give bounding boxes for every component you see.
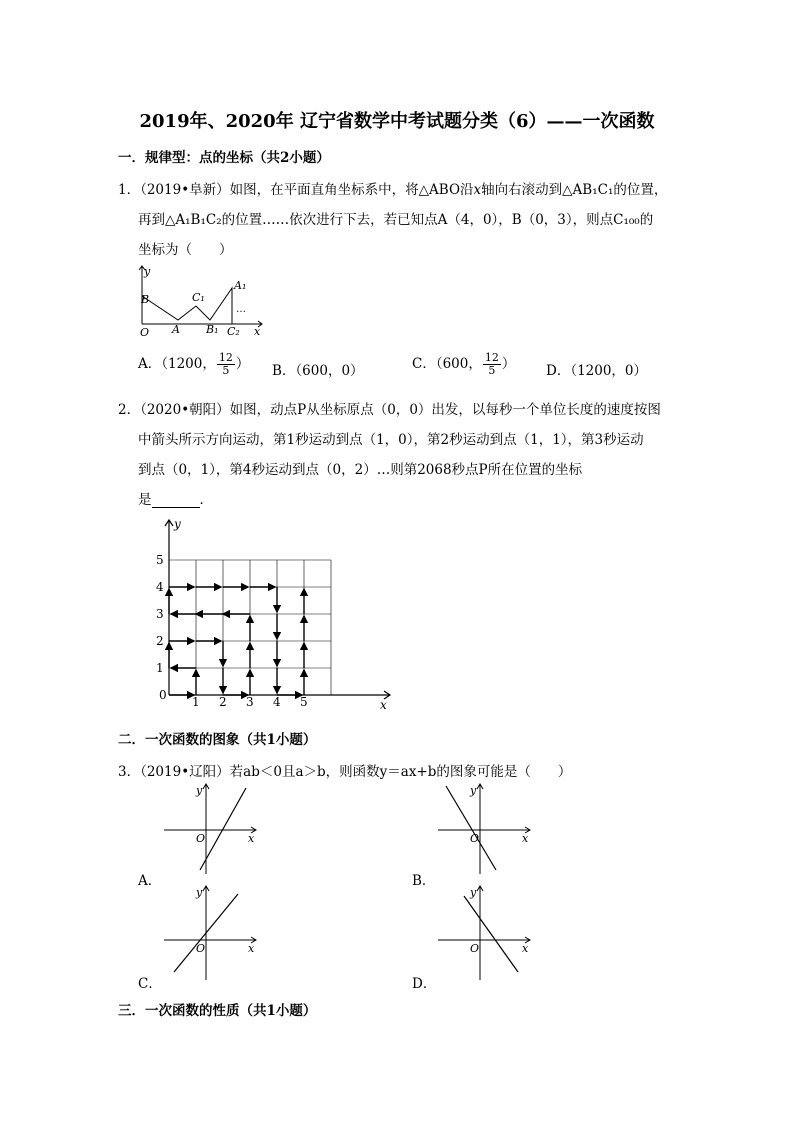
q1-label-A: A — [172, 323, 180, 336]
q3-graph-a — [160, 780, 260, 876]
q1-polyline — [142, 288, 232, 324]
q3-graph-b — [434, 780, 534, 876]
svg-text:y: y — [470, 886, 477, 899]
q1-label-C2: C₂ — [227, 325, 240, 338]
q2-label-origin: 0 — [159, 688, 167, 702]
q2-text-1: 如图，动点P从坐标原点（0，0）出发，以每秒一个单位长度的速度按图 — [229, 402, 661, 418]
svg-text:3: 3 — [246, 695, 254, 709]
q3-option-a[interactable]: A． — [138, 873, 162, 889]
svg-text:O: O — [470, 942, 480, 955]
q1-text-1a: 如图，在平面直角坐标系中，将△ABO沿 — [229, 182, 474, 198]
section-heading-3: 三．一次函数的性质（共1小题） — [118, 1003, 317, 1019]
q1-text-1b: 轴向右滚动到△AB₁C₁的位置， — [481, 182, 668, 198]
page-title: 2019年、2020年 辽宁省数学中考试题分类（6）——一次函数 — [139, 111, 655, 132]
q1-source: （2019•阜新） — [140, 182, 230, 198]
q3-option-d[interactable]: D． — [412, 976, 437, 992]
q2-number: 2． — [118, 402, 141, 418]
q1-option-b[interactable]: B．（600，0） — [272, 363, 364, 379]
q2-line-4 — [138, 488, 213, 508]
q2-text-4a: 是 — [138, 492, 152, 508]
svg-text:1: 1 — [192, 695, 200, 709]
q1-option-c-suffix: ） — [501, 356, 516, 372]
q1-label-C1: C₁ — [192, 291, 205, 304]
q1-option-c[interactable] — [412, 352, 515, 377]
q1-label-dots: … — [236, 304, 246, 315]
q3-source: （2019•辽阳） — [140, 764, 230, 780]
svg-text:x: x — [522, 942, 529, 955]
q2-figure — [142, 516, 402, 712]
svg-text:1: 1 — [156, 661, 164, 675]
section-heading-1: 一．规律型：点的坐标（共2小题） — [118, 150, 330, 166]
q1-option-a-fraction — [217, 352, 235, 377]
q3-number: 3． — [118, 764, 141, 780]
svg-text:4: 4 — [156, 580, 164, 594]
svg-text:y: y — [470, 784, 477, 797]
svg-text:O: O — [196, 942, 206, 955]
svg-text:5: 5 — [156, 553, 164, 567]
q1-text-1x: x — [473, 182, 482, 198]
q3-graph-c — [160, 882, 260, 982]
svg-text:4: 4 — [273, 695, 281, 709]
q3-option-b[interactable]: B． — [412, 873, 436, 889]
q1-option-a-den: 5 — [222, 364, 230, 377]
q2-line-2: 中箭头所示方向运动，第1秒运动到点（1，0），第2秒运动到点（1，1），第3秒运动 — [138, 432, 644, 448]
q1-figure — [132, 262, 272, 342]
q1-label-y: y — [144, 265, 151, 278]
svg-text:2: 2 — [219, 695, 227, 709]
svg-text:x: x — [522, 832, 529, 845]
section-heading-2: 二．一次函数的图象（共1小题） — [118, 732, 317, 748]
svg-text:y: y — [196, 886, 203, 899]
q2-line-3: 到点（0，1），第4秒运动到点（0，2）…则第2068秒点P所在位置的坐标 — [138, 462, 583, 478]
svg-text:x: x — [248, 942, 255, 955]
q1-number: 1． — [118, 182, 141, 198]
q1-option-a-prefix: A．（1200， — [138, 356, 216, 372]
q3-line-1 — [118, 760, 571, 780]
svg-text:3: 3 — [156, 607, 164, 621]
q1-option-c-prefix: C．（600， — [412, 356, 482, 372]
q1-option-c-num: 12 — [484, 351, 499, 364]
q1-option-d[interactable]: D．（1200，0） — [546, 363, 648, 379]
q1-label-x: x — [254, 325, 261, 338]
svg-text:O: O — [196, 832, 206, 845]
svg-text:x: x — [248, 832, 255, 845]
q2-source: （2020•朝阳） — [140, 402, 230, 418]
q1-line-2: 再到△A₁B₁C₂的位置……依次进行下去，若已知点A（4，0），B（0，3），则点C₁₀₀的 — [138, 212, 654, 228]
q1-label-A1: A₁ — [234, 279, 247, 292]
svg-text:y: y — [196, 784, 203, 797]
q2-answer-blank[interactable] — [152, 494, 200, 508]
q3-text: 若ab＜0且a＞b，则函数y＝ax+b的图象可能是（ ） — [229, 764, 572, 780]
q1-option-c-den: 5 — [488, 364, 496, 377]
q2-line-1 — [118, 398, 661, 418]
q1-label-O: O — [140, 326, 150, 339]
svg-text:2: 2 — [156, 634, 164, 648]
q1-label-B: B — [141, 293, 150, 306]
q2-x-ticks — [192, 695, 308, 709]
q2-y-ticks — [156, 553, 164, 675]
q2-text-4b: ． — [199, 492, 213, 508]
q1-label-B1: B₁ — [206, 323, 219, 336]
q2-label-x: x — [380, 698, 387, 712]
svg-text:O: O — [470, 832, 480, 845]
q1-line-1 — [118, 178, 667, 198]
q1-line-3: 坐标为（ ） — [138, 242, 233, 258]
q1-option-a-suffix: ） — [235, 356, 250, 372]
q1-option-c-fraction — [483, 352, 501, 377]
q2-label-y: y — [174, 517, 181, 531]
svg-text:5: 5 — [300, 695, 308, 709]
q1-option-a-num: 12 — [218, 351, 233, 364]
q3-graph-d — [434, 882, 534, 982]
q1-option-a[interactable] — [138, 352, 249, 377]
q3-option-c[interactable]: C． — [138, 976, 162, 992]
